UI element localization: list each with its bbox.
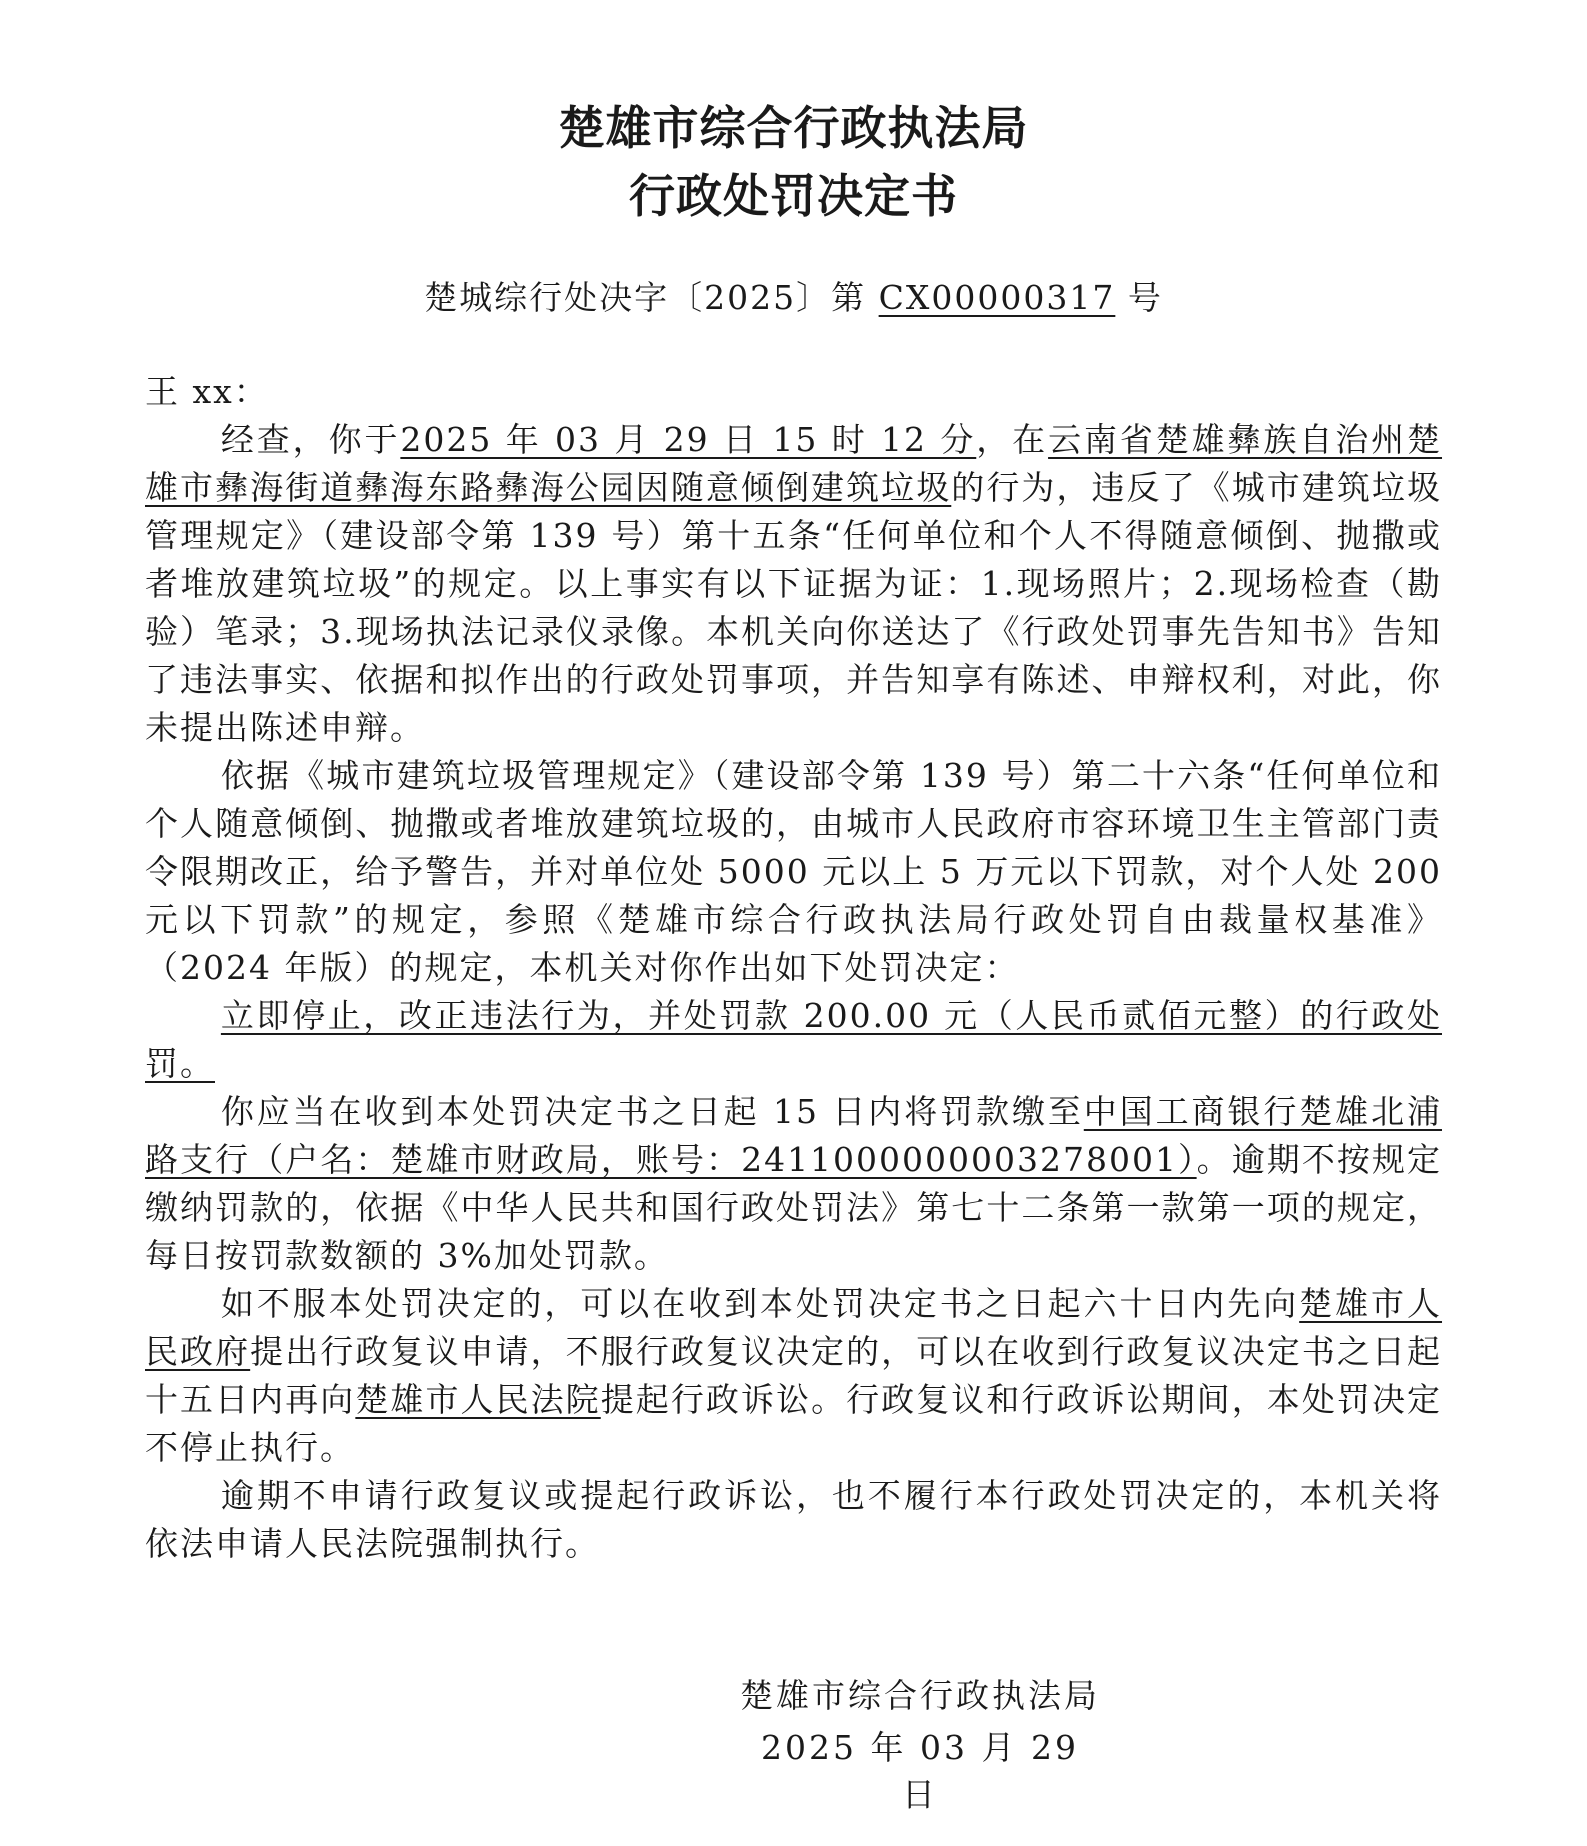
document-body [145,368,1442,1568]
facts-intro: 经查，你于 [220,420,401,459]
signature-agency: 楚雄市综合行政执法局 [740,1676,1100,1715]
document-number [0,272,1587,319]
document-type-title: 行政处罚决定书 [629,169,958,223]
appeal-middle: 提出行政复议申请，不服行政复议决定的，可以在收到行政复议决定书之日起十五日内再向 [145,1332,1443,1419]
signature-date: 2025 年 03 月 29 日 [761,1728,1079,1814]
payment-bank-account: 中国工商银行楚雄北浦路支行（户名：楚雄市财政局，账号：2411000000003278001） [145,1092,1442,1179]
violation-place: 云南省楚雄彝族自治州楚雄市彝海街道彝海东路彝海公园因随意倾倒建筑垃圾 [145,420,1443,507]
facts-paragraph [145,416,1442,752]
appeal-court: 楚雄市人民法院 [355,1380,601,1419]
appeal-paragraph [145,1280,1442,1472]
document-number-suffix: 号 [1127,278,1163,317]
appeal-government: 楚雄市人民政府 [145,1284,1443,1371]
payment-late-fee: 。逾期不按规定缴纳罚款的，依据《中华人民共和国行政处罚法》第七十二条第一款第一项的规定，每日按罚款数额的 3%加处罚款。 [145,1140,1443,1275]
agency-title: 楚雄市综合行政执法局 [558,101,1029,155]
violation-time: 2025 年 03 月 29 日 15 时 12 分 [400,420,977,459]
enforcement-paragraph: 逾期不申请行政复议或提起行政诉讼，也不履行本行政处罚决定的，本机关将依法申请人民法院强制执行。 [145,1476,1442,1563]
facts-connector: ，在 [976,420,1049,459]
document-number-prefix: 楚城综行处决字〔2025〕第 [424,278,867,317]
appeal-intro: 如不服本处罚决定的，可以在收到本处罚决定书之日起六十日内先向 [220,1284,1300,1323]
facts-detail: 的行为，违反了《城市建筑垃圾管理规定》（建设部令第 139 号）第十五条“任何单位和个人不得随意倾倒、抛撒或者堆放建筑垃圾”的规定。以上事实有以下证据为证：1.现场照片；2.现场检查（勘验）笔录；3.现场执法记录仪录像。本机关向你送达了《行政处罚事先告知书》告知了违法事实、依据和拟作出的行政处罚事项，并告知享有陈述、申辩权利，对此，你未提出陈述申辩。 [145,468,1443,747]
penalty-decision [145,992,1442,1088]
addressee: 王 xx： [145,372,269,411]
legal-basis-paragraph: 依据《城市建筑垃圾管理规定》（建设部令第 139 号）第二十六条“任何单位和个人随意倾倒、抛撒或者堆放建筑垃圾的，由城市人民政府市容环境卫生主管部门责令限期改正，给予警告，并对单位处 5000 元以上 5 万元以下罚款，对个人处 200 元以下罚款”的规定，参照《楚雄市综合行政执法局行政处罚自由裁量权基准》（2024 年版）的规定，本机关对你作出如下处罚决定： [145,756,1442,987]
penalty-decision-text: 立即停止，改正违法行为，并处罚款 200.00 元（人民币贰佰元整）的行政处罚。 [145,996,1442,1083]
document-number-code: CX00000317 [878,278,1116,317]
payment-paragraph [145,1088,1442,1280]
payment-intro: 你应当在收到本处罚决定书之日起 15 日内将罚款缴至 [220,1092,1084,1131]
appeal-end: 提起行政诉讼。行政复议和行政诉讼期间，本处罚决定不停止执行。 [145,1380,1443,1467]
